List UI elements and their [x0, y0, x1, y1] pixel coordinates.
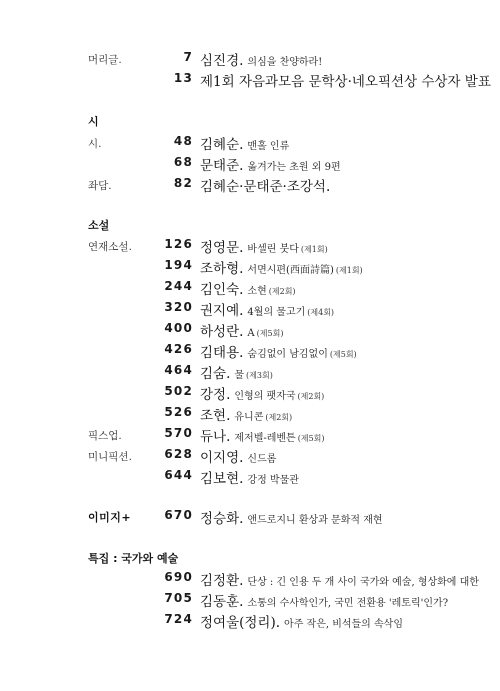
entry-author: 권지예. 4월의 물고기 (제4회)	[200, 303, 335, 319]
page-number: 320	[164, 300, 193, 314]
entry-title: 의심을 찬양하라!	[247, 57, 323, 68]
page-number: 464	[164, 363, 193, 377]
page-number: 526	[164, 405, 193, 419]
entry-author: 김인숙. 소현 (제2회)	[200, 282, 296, 298]
entry-title: 바셀린 붓다	[247, 244, 299, 255]
entry-title: 물	[234, 370, 245, 381]
toc-entry	[0, 384, 500, 404]
entry-author: 김혜순·문태준·조강석.	[200, 179, 331, 195]
section-heading-poetry: 시	[88, 115, 99, 128]
page-number: 244	[164, 279, 193, 293]
page-number: 48	[173, 134, 193, 148]
toc-entry	[0, 468, 500, 488]
entry-title: 인형의 팻자국	[234, 391, 296, 402]
entry-author: 김동훈. 소통의 수사학인가, 국민 전환용 '레토릭'인가?	[200, 594, 449, 610]
entry-title: 숨김없이 남김없이	[247, 349, 328, 360]
entry-note: (제5회)	[256, 329, 284, 338]
category-label: 미니픽션.	[88, 451, 132, 463]
entry-note: (제1회)	[300, 245, 328, 254]
entry-author: 김혜순. 맨홀 인류	[200, 137, 290, 153]
entry-author: 김태용. 숨김없이 남김없이 (제5회)	[200, 345, 357, 361]
entry-note: (제2회)	[268, 287, 296, 296]
page-number: 126	[164, 237, 193, 251]
entry-title: 소현	[247, 286, 267, 297]
entry-note: (제1회)	[335, 266, 363, 275]
entry-note: (제5회)	[329, 350, 357, 359]
page-number: 7	[183, 50, 193, 64]
entry-title: 앤드로지니 환상과 문화적 재현	[247, 515, 383, 526]
toc-entry	[0, 405, 500, 425]
entry-author: 이지영. 신드롬	[200, 450, 277, 466]
entry-title: A	[247, 328, 255, 339]
section-heading-special: 특집 : 국가와 예술	[88, 552, 179, 565]
page-number: 724	[164, 612, 193, 626]
toc-entry-award	[0, 71, 500, 91]
entry-author: 김정환. 단상 : 긴 인용 두 개 사이 국가와 예술, 형상화에 대한	[200, 573, 479, 589]
toc-entry	[0, 176, 500, 196]
toc-entry	[0, 237, 500, 257]
toc-entry	[0, 426, 500, 446]
page-number: 690	[164, 570, 193, 584]
section-heading-fiction: 소설	[88, 219, 110, 232]
page-number: 502	[164, 384, 193, 398]
page-number: 68	[173, 155, 193, 169]
entry-author: 심진경. 의심을 찬양하라!	[200, 53, 323, 69]
toc-entry	[0, 363, 500, 383]
entry-author: 정영문. 바셀린 붓다 (제1회)	[200, 240, 328, 256]
toc-entry	[0, 612, 500, 632]
category-label: 머리글.	[88, 54, 122, 66]
toc-entry	[0, 155, 500, 175]
entry-author: 문태준. 옮겨가는 초원 외 9편	[200, 158, 341, 174]
toc-entry	[0, 447, 500, 467]
page-number: 400	[164, 321, 193, 335]
entry-title: 옮겨가는 초원 외 9편	[247, 162, 341, 173]
entry-author: 듀나. 제저벨-레벤튼 (제5회)	[200, 429, 325, 445]
page-number: 426	[164, 342, 193, 356]
toc-entry	[0, 591, 500, 611]
section-heading-image: 이미지+	[88, 511, 132, 524]
page-number: 644	[164, 468, 193, 482]
entry-author: 제1회 자음과모음 문학상·네오픽션상 수상자 발표	[200, 74, 491, 90]
toc-entry	[0, 134, 500, 154]
entry-title: 단상 : 긴 인용 두 개 사이 국가와 예술, 형상화에 대한	[247, 577, 479, 588]
entry-author: 조현. 유니콘 (제2회)	[200, 408, 293, 424]
page-number: 670	[164, 508, 193, 522]
entry-note: (제4회)	[307, 308, 335, 317]
page-number: 13	[173, 71, 193, 85]
toc-entry	[0, 570, 500, 590]
entry-title: 4월의 물고기	[247, 307, 306, 318]
toc-entry	[0, 342, 500, 362]
entry-author: 하성란. A (제5회)	[200, 324, 284, 340]
entry-note: (제2회)	[265, 413, 293, 422]
page-number: 570	[164, 426, 193, 440]
toc-entry-image	[0, 508, 500, 528]
entry-note: (제5회)	[297, 434, 325, 443]
entry-note: (제3회)	[246, 371, 273, 380]
category-label: 연재소설.	[88, 241, 132, 253]
toc-entry	[0, 258, 500, 278]
entry-title: 강정 박물관	[247, 475, 299, 486]
toc-entry	[0, 279, 500, 299]
category-label: 픽스업.	[88, 430, 122, 442]
toc-entry	[0, 300, 500, 320]
entry-author: 김보현. 강정 박물관	[200, 471, 299, 487]
page-number: 194	[164, 258, 193, 272]
category-label: 시.	[88, 138, 102, 150]
entry-author: 정여울(정리). 아주 작은, 비석들의 속삭임	[200, 615, 404, 631]
entry-title: 소통의 수사학인가, 국민 전환용 '레토릭'인가?	[247, 598, 449, 609]
page-number: 705	[164, 591, 193, 605]
entry-title: 아주 작은, 비석들의 속삭임	[284, 619, 404, 630]
entry-author: 조하형. 서면시편(西面詩篇) (제1회)	[200, 261, 363, 277]
entry-note: (제2회)	[297, 392, 325, 401]
entry-title: 신드롬	[247, 454, 277, 465]
entry-title: 제저벨-레벤튼	[234, 433, 296, 444]
toc-entry	[0, 321, 500, 341]
entry-author: 김숨. 물 (제3회)	[200, 366, 273, 382]
category-label: 좌담.	[88, 180, 112, 192]
entry-title: 유니콘	[234, 412, 264, 423]
toc-entry-preface	[0, 50, 500, 70]
page-number: 82	[173, 176, 193, 190]
entry-title: 서면시편(西面詩篇)	[247, 265, 334, 276]
entry-title: 맨홀 인류	[247, 141, 290, 152]
entry-author: 정승화. 앤드로지니 환상과 문화적 재현	[200, 511, 383, 527]
entry-author: 강정. 인형의 팻자국 (제2회)	[200, 387, 325, 403]
page-number: 628	[164, 447, 193, 461]
